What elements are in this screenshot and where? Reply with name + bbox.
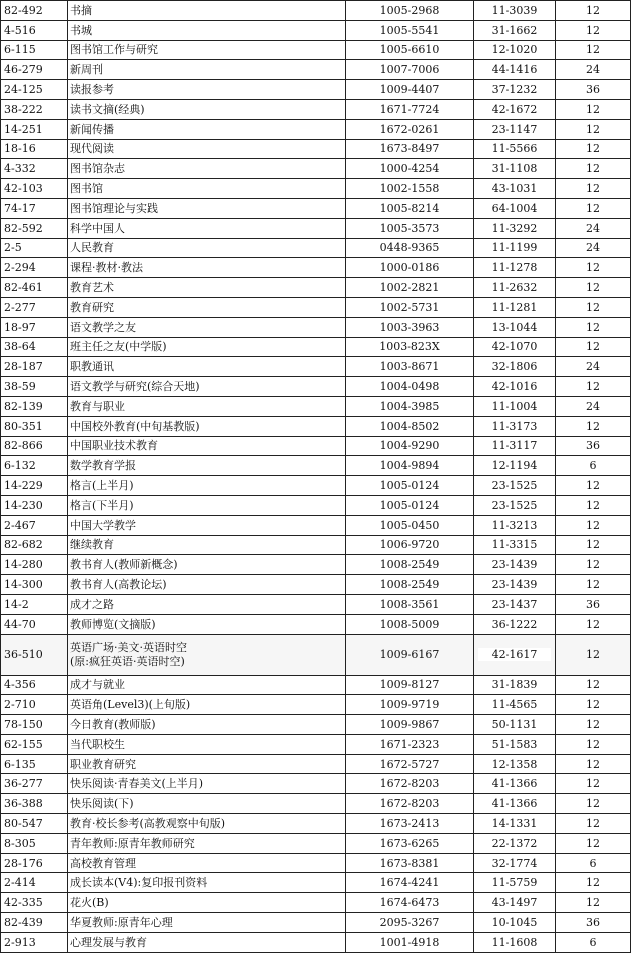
table-row (1, 893, 631, 913)
frequency-cell: 12 (556, 555, 631, 575)
title-cell: 教书育人(高教论坛) (68, 575, 346, 595)
issn-cell: 1004-0498 (346, 377, 474, 397)
frequency-cell: 12 (556, 675, 631, 695)
frequency-cell: 36 (556, 594, 631, 614)
postal-code-cell: 2-5 (1, 238, 68, 258)
table-row (1, 278, 631, 298)
cn-cell: 11-1199 (474, 238, 556, 258)
cn-cell: 32-1806 (474, 357, 556, 377)
cn-cell: 11-3039 (474, 1, 556, 21)
title-cell: 中国校外教育(中旬基教版) (68, 416, 346, 436)
cn-cell: 11-5566 (474, 139, 556, 159)
issn-cell: 1674-4241 (346, 873, 474, 893)
postal-code-cell: 6-135 (1, 754, 68, 774)
frequency-cell: 12 (556, 515, 631, 535)
postal-code-cell: 4-516 (1, 20, 68, 40)
issn-cell: 1009-9719 (346, 695, 474, 715)
frequency-cell: 12 (556, 297, 631, 317)
cn-cell: 42-1070 (474, 337, 556, 357)
frequency-cell: 12 (556, 754, 631, 774)
title-cell: 教育研究 (68, 297, 346, 317)
table-row (1, 377, 631, 397)
title-cell: 教育与职业 (68, 396, 346, 416)
postal-code-cell: 36-510 (1, 634, 68, 675)
title-cell: 人民教育 (68, 238, 346, 258)
cn-cell: 11-3173 (474, 416, 556, 436)
table-row (1, 20, 631, 40)
frequency-cell: 12 (556, 99, 631, 119)
issn-cell: 1003-3963 (346, 317, 474, 337)
table-row (1, 515, 631, 535)
issn-cell: 1005-2968 (346, 1, 474, 21)
frequency-cell: 12 (556, 695, 631, 715)
table-row (1, 60, 631, 80)
title-cell: 快乐阅读(下) (68, 794, 346, 814)
postal-code-cell: 2-467 (1, 515, 68, 535)
cn-cell: 11-4565 (474, 695, 556, 715)
issn-cell: 1009-8127 (346, 675, 474, 695)
table-row (1, 139, 631, 159)
table-row (1, 40, 631, 60)
title-cell: 高校教育管理 (68, 853, 346, 873)
frequency-cell: 12 (556, 634, 631, 675)
issn-cell: 1008-5009 (346, 614, 474, 634)
frequency-cell: 12 (556, 715, 631, 735)
frequency-cell: 12 (556, 873, 631, 893)
frequency-cell: 12 (556, 139, 631, 159)
title-cell: 书城 (68, 20, 346, 40)
postal-code-cell: 6-132 (1, 456, 68, 476)
cn-cell: 23-1525 (474, 476, 556, 496)
cn-cell: 11-5759 (474, 873, 556, 893)
postal-code-cell: 38-64 (1, 337, 68, 357)
cn-cell (474, 634, 556, 675)
cn-cell: 11-1608 (474, 932, 556, 952)
table-row (1, 1, 631, 21)
issn-cell: 1006-9720 (346, 535, 474, 555)
table-row (1, 119, 631, 139)
frequency-cell: 24 (556, 396, 631, 416)
issn-cell: 2095-3267 (346, 913, 474, 933)
cn-value: 42-1617 (478, 648, 552, 661)
title-cell: 语文教学之友 (68, 317, 346, 337)
postal-code-cell: 2-414 (1, 873, 68, 893)
cn-cell: 10-1045 (474, 913, 556, 933)
frequency-cell: 24 (556, 357, 631, 377)
title-cell: 数学教育学报 (68, 456, 346, 476)
title-cell: 今日教育(教师版) (68, 715, 346, 735)
table-row (1, 436, 631, 456)
title-cell: 图书馆理论与实践 (68, 198, 346, 218)
title-cell: 成才与就业 (68, 675, 346, 695)
title-cell: 教育·校长参考(高教观察中旬版) (68, 814, 346, 834)
frequency-cell: 12 (556, 119, 631, 139)
postal-code-cell: 82-492 (1, 1, 68, 21)
postal-code-cell: 2-277 (1, 297, 68, 317)
cn-cell: 23-1525 (474, 495, 556, 515)
cn-cell: 31-1108 (474, 159, 556, 179)
postal-code-cell: 8-305 (1, 833, 68, 853)
table-row (1, 734, 631, 754)
postal-code-cell: 38-222 (1, 99, 68, 119)
title-line-2: (原:疯狂英语·英语时空) (70, 654, 185, 668)
cn-cell: 11-3117 (474, 436, 556, 456)
postal-code-cell: 2-294 (1, 258, 68, 278)
table-row (1, 594, 631, 614)
postal-code-cell: 28-187 (1, 357, 68, 377)
table-row (1, 833, 631, 853)
cn-cell: 14-1331 (474, 814, 556, 834)
table-row (1, 159, 631, 179)
issn-cell: 1005-5541 (346, 20, 474, 40)
frequency-cell: 24 (556, 218, 631, 238)
table-row (1, 476, 631, 496)
title-cell: 中国大学教学 (68, 515, 346, 535)
postal-code-cell: 18-97 (1, 317, 68, 337)
issn-cell: 0448-9365 (346, 238, 474, 258)
cn-cell: 11-3292 (474, 218, 556, 238)
title-cell: 图书馆工作与研究 (68, 40, 346, 60)
title-cell: 华夏教师:原青年心理 (68, 913, 346, 933)
issn-cell: 1003-823X (346, 337, 474, 357)
title-cell: 读书文摘(经典) (68, 99, 346, 119)
frequency-cell: 12 (556, 278, 631, 298)
issn-cell: 1005-0124 (346, 495, 474, 515)
frequency-cell: 6 (556, 853, 631, 873)
issn-cell: 1003-8671 (346, 357, 474, 377)
issn-cell: 1671-2323 (346, 734, 474, 754)
issn-cell: 1004-9894 (346, 456, 474, 476)
cn-cell: 44-1416 (474, 60, 556, 80)
table-row (1, 794, 631, 814)
title-cell: 图书馆 (68, 179, 346, 199)
issn-cell: 1000-0186 (346, 258, 474, 278)
title-cell: 花火(B) (68, 893, 346, 913)
frequency-cell: 24 (556, 238, 631, 258)
title-cell: 当代职校生 (68, 734, 346, 754)
table-row (1, 535, 631, 555)
issn-cell: 1672-0261 (346, 119, 474, 139)
title-cell: 教师博览(文摘版) (68, 614, 346, 634)
postal-code-cell: 82-461 (1, 278, 68, 298)
cn-cell: 11-3213 (474, 515, 556, 535)
postal-code-cell: 14-280 (1, 555, 68, 575)
title-cell: 班主任之友(中学版) (68, 337, 346, 357)
cn-cell: 41-1366 (474, 794, 556, 814)
cn-cell: 42-1672 (474, 99, 556, 119)
table-row (1, 198, 631, 218)
title-cell: 快乐阅读·青春美文(上半月) (68, 774, 346, 794)
cn-cell: 23-1439 (474, 575, 556, 595)
frequency-cell: 12 (556, 794, 631, 814)
issn-cell: 1673-2413 (346, 814, 474, 834)
cn-cell: 22-1372 (474, 833, 556, 853)
frequency-cell: 12 (556, 317, 631, 337)
postal-code-cell: 36-388 (1, 794, 68, 814)
table-row (1, 873, 631, 893)
postal-code-cell: 78-150 (1, 715, 68, 735)
title-cell: 格言(上半月) (68, 476, 346, 496)
postal-code-cell: 14-229 (1, 476, 68, 496)
frequency-cell: 12 (556, 198, 631, 218)
postal-code-cell: 18-16 (1, 139, 68, 159)
cn-cell: 42-1016 (474, 377, 556, 397)
table-row (1, 695, 631, 715)
postal-code-cell: 38-59 (1, 377, 68, 397)
postal-code-cell: 14-230 (1, 495, 68, 515)
issn-cell: 1004-8502 (346, 416, 474, 436)
title-cell: 中国职业技术教育 (68, 436, 346, 456)
cn-cell: 11-2632 (474, 278, 556, 298)
cn-cell: 11-1004 (474, 396, 556, 416)
frequency-cell: 12 (556, 495, 631, 515)
cn-cell: 12-1194 (474, 456, 556, 476)
frequency-cell: 12 (556, 40, 631, 60)
frequency-cell: 12 (556, 377, 631, 397)
postal-code-cell: 6-115 (1, 40, 68, 60)
cn-cell: 32-1774 (474, 853, 556, 873)
issn-cell: 1000-4254 (346, 159, 474, 179)
issn-cell: 1008-2549 (346, 555, 474, 575)
issn-cell: 1674-6473 (346, 893, 474, 913)
frequency-cell: 36 (556, 80, 631, 100)
title-cell: 英语角(Level3)(上旬版) (68, 695, 346, 715)
issn-cell: 1005-0450 (346, 515, 474, 535)
title-cell: 科学中国人 (68, 218, 346, 238)
frequency-cell: 12 (556, 337, 631, 357)
postal-code-cell: 24-125 (1, 80, 68, 100)
table-row (1, 258, 631, 278)
frequency-cell: 12 (556, 20, 631, 40)
postal-code-cell: 14-251 (1, 119, 68, 139)
postal-code-cell: 44-70 (1, 614, 68, 634)
table-row (1, 754, 631, 774)
issn-cell: 1672-5727 (346, 754, 474, 774)
issn-cell: 1004-3985 (346, 396, 474, 416)
frequency-cell: 12 (556, 476, 631, 496)
postal-code-cell: 42-103 (1, 179, 68, 199)
cn-cell: 11-1281 (474, 297, 556, 317)
table-row (1, 634, 631, 675)
frequency-cell: 6 (556, 932, 631, 952)
frequency-cell: 24 (556, 60, 631, 80)
issn-cell: 1673-8381 (346, 853, 474, 873)
table-row (1, 357, 631, 377)
title-cell: 继续教育 (68, 535, 346, 555)
postal-code-cell: 28-176 (1, 853, 68, 873)
cn-cell: 41-1366 (474, 774, 556, 794)
frequency-cell: 12 (556, 575, 631, 595)
postal-code-cell: 42-335 (1, 893, 68, 913)
postal-code-cell: 2-710 (1, 695, 68, 715)
frequency-cell: 12 (556, 535, 631, 555)
cn-cell: 12-1358 (474, 754, 556, 774)
issn-cell: 1002-2821 (346, 278, 474, 298)
frequency-cell: 12 (556, 833, 631, 853)
cn-cell: 23-1439 (474, 555, 556, 575)
frequency-cell: 12 (556, 179, 631, 199)
table-row (1, 774, 631, 794)
title-cell: 职教通讯 (68, 357, 346, 377)
issn-cell: 1672-8203 (346, 774, 474, 794)
issn-cell: 1672-8203 (346, 794, 474, 814)
issn-cell: 1673-8497 (346, 139, 474, 159)
title-cell: 职业教育研究 (68, 754, 346, 774)
frequency-cell: 12 (556, 416, 631, 436)
postal-code-cell: 82-439 (1, 913, 68, 933)
table-row (1, 337, 631, 357)
title-cell: 青年教师:原青年教师研究 (68, 833, 346, 853)
cn-cell: 31-1662 (474, 20, 556, 40)
table-row (1, 317, 631, 337)
issn-cell: 1005-8214 (346, 198, 474, 218)
cn-cell: 11-3315 (474, 535, 556, 555)
table-row (1, 814, 631, 834)
frequency-cell: 12 (556, 814, 631, 834)
issn-cell: 1005-0124 (346, 476, 474, 496)
table-row (1, 495, 631, 515)
table-row (1, 80, 631, 100)
cn-cell: 11-1278 (474, 258, 556, 278)
postal-code-cell: 80-547 (1, 814, 68, 834)
title-cell: 书摘 (68, 1, 346, 21)
frequency-cell: 36 (556, 436, 631, 456)
issn-cell: 1009-6167 (346, 634, 474, 675)
title-cell: 图书馆杂志 (68, 159, 346, 179)
table-row (1, 297, 631, 317)
cn-cell: 13-1044 (474, 317, 556, 337)
table-row (1, 932, 631, 952)
table-row (1, 416, 631, 436)
table-row (1, 675, 631, 695)
frequency-cell: 6 (556, 456, 631, 476)
issn-cell: 1009-4407 (346, 80, 474, 100)
cn-cell: 31-1839 (474, 675, 556, 695)
postal-code-cell: 82-592 (1, 218, 68, 238)
issn-cell: 1004-9290 (346, 436, 474, 456)
issn-cell: 1007-7006 (346, 60, 474, 80)
postal-code-cell: 14-2 (1, 594, 68, 614)
postal-code-cell: 14-300 (1, 575, 68, 595)
table-row (1, 396, 631, 416)
title-cell: 课程·教材·教法 (68, 258, 346, 278)
frequency-cell: 36 (556, 913, 631, 933)
issn-cell: 1673-6265 (346, 833, 474, 853)
cn-cell: 64-1004 (474, 198, 556, 218)
table-row (1, 853, 631, 873)
title-cell: 新周刊 (68, 60, 346, 80)
title-cell: 心理发展与教育 (68, 932, 346, 952)
cn-cell: 23-1147 (474, 119, 556, 139)
cn-cell: 50-1131 (474, 715, 556, 735)
table-row (1, 99, 631, 119)
postal-code-cell: 74-17 (1, 198, 68, 218)
issn-cell: 1008-3561 (346, 594, 474, 614)
cn-cell: 23-1437 (474, 594, 556, 614)
issn-cell: 1671-7724 (346, 99, 474, 119)
issn-cell: 1008-2549 (346, 575, 474, 595)
issn-cell: 1002-5731 (346, 297, 474, 317)
frequency-cell: 12 (556, 258, 631, 278)
title-cell: 现代阅读 (68, 139, 346, 159)
frequency-cell: 12 (556, 1, 631, 21)
frequency-cell: 12 (556, 774, 631, 794)
issn-cell: 1005-6610 (346, 40, 474, 60)
cn-cell: 51-1583 (474, 734, 556, 754)
postal-code-cell: 36-277 (1, 774, 68, 794)
postal-code-cell: 46-279 (1, 60, 68, 80)
table-row (1, 715, 631, 735)
postal-code-cell: 4-332 (1, 159, 68, 179)
title-cell: 教书育人(教师新概念) (68, 555, 346, 575)
title-cell: 语文教学与研究(综合天地) (68, 377, 346, 397)
cn-cell: 43-1031 (474, 179, 556, 199)
issn-cell: 1009-9867 (346, 715, 474, 735)
cn-cell: 43-1497 (474, 893, 556, 913)
frequency-cell: 12 (556, 734, 631, 754)
table-row (1, 179, 631, 199)
table-row (1, 238, 631, 258)
table-row (1, 218, 631, 238)
title-cell: 成才之路 (68, 594, 346, 614)
frequency-cell: 12 (556, 159, 631, 179)
postal-code-cell: 62-155 (1, 734, 68, 754)
table-row (1, 913, 631, 933)
table-row (1, 575, 631, 595)
title-cell: 读报参考 (68, 80, 346, 100)
frequency-cell: 12 (556, 614, 631, 634)
issn-cell: 1005-3573 (346, 218, 474, 238)
issn-cell: 1002-1558 (346, 179, 474, 199)
postal-code-cell: 82-866 (1, 436, 68, 456)
postal-code-cell: 80-351 (1, 416, 68, 436)
title-cell: 格言(下半月) (68, 495, 346, 515)
title-cell: 教育艺术 (68, 278, 346, 298)
table-row (1, 614, 631, 634)
postal-code-cell: 2-913 (1, 932, 68, 952)
issn-cell: 1001-4918 (346, 932, 474, 952)
title-cell (68, 634, 346, 675)
cn-cell: 12-1020 (474, 40, 556, 60)
title-line-1: 英语广场·美文·英语时空 (70, 640, 187, 654)
postal-code-cell: 4-356 (1, 675, 68, 695)
postal-code-cell: 82-139 (1, 396, 68, 416)
table-row (1, 555, 631, 575)
table-row (1, 456, 631, 476)
title-cell: 新闻传播 (68, 119, 346, 139)
frequency-cell: 12 (556, 893, 631, 913)
cn-cell: 37-1232 (474, 80, 556, 100)
title-cell: 成长读本(V4):复印报刊资料 (68, 873, 346, 893)
cn-cell: 36-1222 (474, 614, 556, 634)
postal-code-cell: 82-682 (1, 535, 68, 555)
